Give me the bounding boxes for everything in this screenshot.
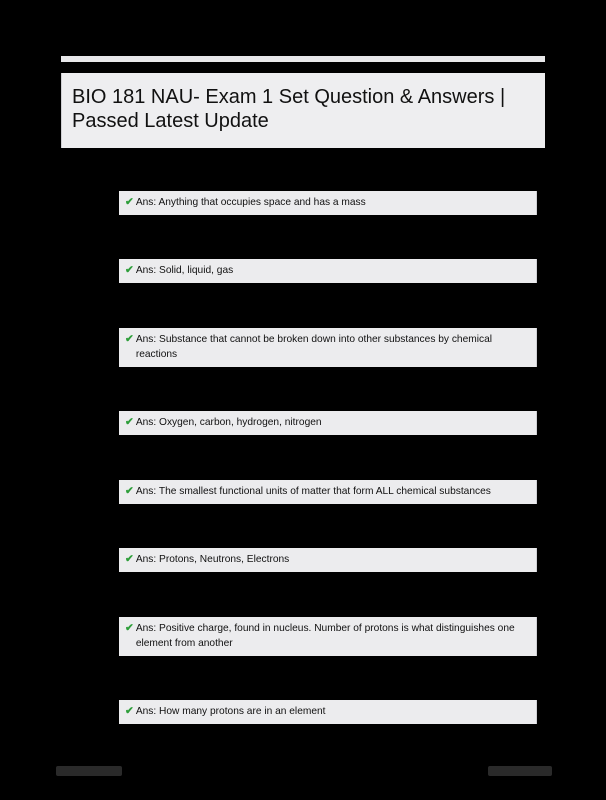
answer-text: Ans: Anything that occupies space and has a mass xyxy=(135,197,366,208)
answer-text: Ans: The smallest functional units of matter that form ALL chemical substances xyxy=(135,486,491,497)
answer-box-3 xyxy=(119,328,537,367)
top-divider xyxy=(61,56,545,62)
answer-box-8 xyxy=(119,700,537,724)
checkmark-icon: ✔ xyxy=(125,333,134,345)
document-title: BIO 181 NAU- Exam 1 Set Question & Answers | Passed Latest Update xyxy=(72,86,506,132)
footer-watermark-left xyxy=(56,766,122,776)
answer-box-1 xyxy=(119,191,537,215)
answer-text: Ans: How many protons are in an element xyxy=(135,706,326,717)
checkmark-icon: ✔ xyxy=(125,264,134,276)
footer-page-number xyxy=(488,766,552,776)
answer-text: Ans: Oxygen, carbon, hydrogen, nitrogen xyxy=(135,417,322,428)
answer-text: Ans: Substance that cannot be broken down into other substances by chemical reactions xyxy=(135,334,493,360)
checkmark-icon: ✔ xyxy=(125,196,134,208)
answer-box-2 xyxy=(119,259,537,283)
checkmark-icon: ✔ xyxy=(125,485,134,497)
checkmark-icon: ✔ xyxy=(125,553,134,565)
document-title-box xyxy=(61,73,545,148)
checkmark-icon: ✔ xyxy=(125,705,134,717)
answer-box-5 xyxy=(119,480,537,504)
answer-text: Ans: Protons, Neutrons, Electrons xyxy=(135,554,290,565)
answer-box-4 xyxy=(119,411,537,435)
answer-text: Ans: Positive charge, found in nucleus. Number of protons is what distinguishes one element from another xyxy=(135,623,515,649)
checkmark-icon: ✔ xyxy=(125,622,134,634)
checkmark-icon: ✔ xyxy=(125,416,134,428)
answer-box-6 xyxy=(119,548,537,572)
answer-text: Ans: Solid, liquid, gas xyxy=(135,265,234,276)
answer-box-7 xyxy=(119,617,537,656)
